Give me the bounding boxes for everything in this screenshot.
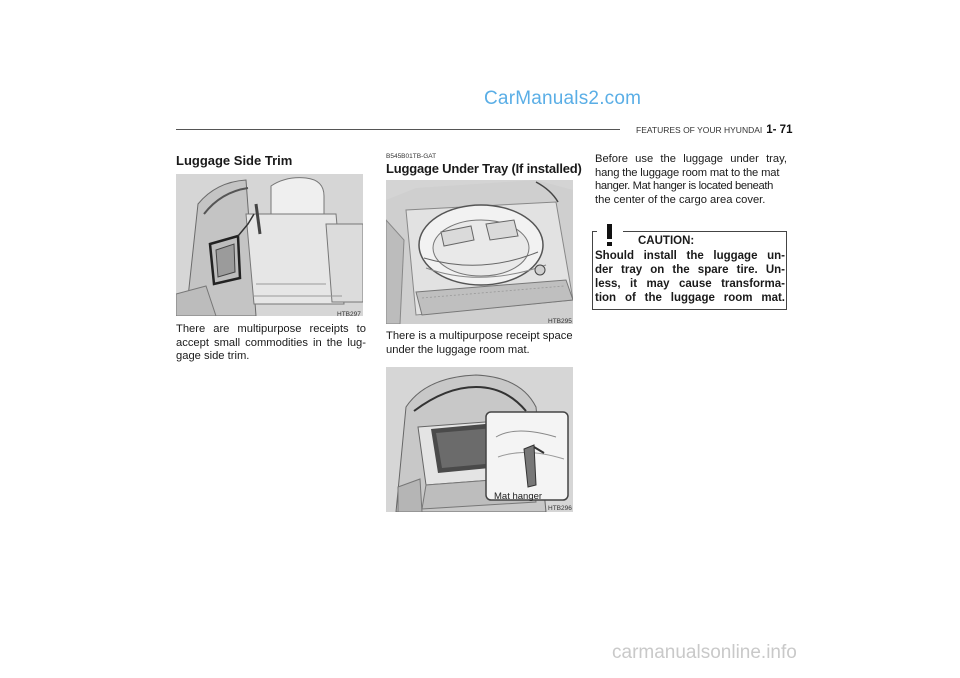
under-tray-figure-code: HTB295 [548,318,572,325]
text-line: gage side trim. [176,350,250,362]
side-trim-heading: Luggage Side Trim [176,153,293,168]
watermark-top[interactable]: CarManuals2.com [484,88,642,109]
mat-hanger-figure [386,367,573,512]
under-tray-figure [386,180,573,324]
text-line: There is a multipurpose receipt space [386,330,573,342]
text-line: tion of the luggage room mat. [595,292,785,304]
under-tray-illustration [386,180,573,324]
text-line: There are multipurpose receipts to [176,323,366,335]
under-tray-body [386,330,576,357]
watermark-bottom[interactable]: carmanualsonline.info [612,642,797,663]
text-line: the center of the cargo area cover. [595,193,766,206]
side-trim-figure [176,174,363,316]
mat-hanger-figure-code: HTB296 [548,505,572,512]
page-number: 1- 71 [766,124,793,136]
mat-hanger-label: Mat hanger [494,491,543,502]
text-line: Before use the luggage under tray, [595,153,787,165]
caution-text [595,249,785,305]
side-trim-body [176,323,366,364]
right-column-body [595,153,787,207]
caution-title: CAUTION: [638,235,695,247]
text-line: less, it may cause transforma- [595,278,785,290]
running-header-section: FEATURES OF YOUR HYUNDAI [636,125,763,135]
section-code: B545B01TB-GAT [386,153,437,160]
header-rule [176,129,620,130]
under-tray-heading: Luggage Under Tray (If installed) [386,161,582,176]
running-header [636,124,792,136]
side-trim-figure-code: HTB297 [337,311,361,318]
text-line: accept small commodities in the lug- [176,336,366,349]
text-line: hanger. Mat hanger is located beneath [595,180,773,192]
text-line: der tray on the spare tire. Un- [595,264,785,276]
text-line: hang the luggage room mat to the mat [595,166,780,179]
exclamation-icon [597,222,623,248]
text-line: under the luggage room mat. [386,343,530,356]
mat-hanger-illustration [386,367,573,512]
text-line: Should install the luggage un- [595,250,785,262]
side-trim-illustration [176,174,363,316]
